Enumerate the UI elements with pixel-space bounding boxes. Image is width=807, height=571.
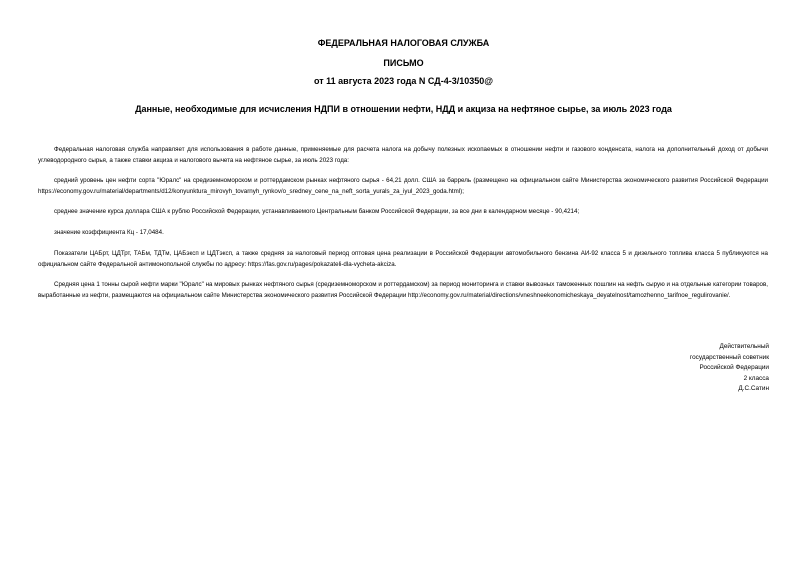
signature-line: 2 класса — [743, 374, 769, 382]
signature-line: государственный советник — [689, 353, 769, 361]
document-date-number: от 11 августа 2023 года N СД-4-3/10350@ — [313, 76, 494, 86]
body-paragraph-intro: Федеральная налоговая служба направляет для использования в работе данные, применяемые для расчета налога на добычу полезных ископаемых в отношении нефти и газового конденсата, налога на дополнительный доход от добычи углеводородного сырья, а также ставки акциза и налогового вычета на нефтяное сырье, за июль 2023 года: — [38, 146, 768, 164]
agency-title: ФЕДЕРАЛЬНАЯ НАЛОГОВАЯ СЛУЖБА — [317, 38, 490, 48]
body-paragraph-customs-duties: Средняя цена 1 тонны сырой нефти марки "Юралс" на мировых рынках нефтяного сырья (средиземноморском и роттердамском) за период мониторинга и ставки вывозных таможенных пошлин на нефть сырую и на отдельные категории товаров, выработанные из нефти, размещаются на официальном сайте Министерства экономического развития Российской Федерации http://economy.gov.ru/material/directions/vneshneekonomicheskaya_deyatelnost/tamozhenno_tarifnoe_regulirovanie/. — [38, 281, 768, 299]
body-paragraph-fas-indicators: Показатели ЦАБрт, ЦДТрт, ТАБм, ТДТм, ЦАБэксп и ЦДТэксп, а также средняя за налоговый период оптовая цена реализации в Российской Федерации автомобильного бензина АИ-92 класса 5 и дизельного топлива класса 5 публикуются на официальном сайте Федеральной антимонопольной службы по адресу: https://fas.gov.ru/pages/pokazateli-dla-vycheta-akciza. — [38, 250, 768, 268]
signature-line: Действительный — [719, 343, 769, 350]
document-type: ПИСЬМО — [383, 58, 424, 68]
body-paragraph-urals-price: средний уровень цен нефти сорта "Юралс" на средиземноморском и роттердамском рынках нефтяного сырья - 64,21 долл. США за баррель (размещено на официальном сайте Министерства экономического развития Российской Федерации https://economy.gov.ru/material/departments/d12/konyunktura_mirovyh_tovarnyh_rynkov/o_sredney_cene_na_neft_sorta_yurals_za_iyul_2023_goda.html); — [38, 177, 768, 195]
body-paragraph-coefficient: значение коэффициента Кц - 17,0484. — [54, 229, 164, 236]
signature-line: Российской Федерации — [699, 364, 769, 371]
signatory-name: Д.С.Сатин — [738, 385, 769, 392]
document-subject: Данные, необходимые для исчисления НДПИ в отношении нефти, НДД и акциза на нефтяное сырье, за июль 2023 года — [135, 104, 672, 114]
body-paragraph-usd-rate: среднее значение курса доллара США к рублю Российской Федерации, устанавливаемого Центральным банком Российской Федерации, за все дни в календарном месяце - 90,4214; — [54, 208, 580, 215]
signature-block — [690, 342, 769, 395]
